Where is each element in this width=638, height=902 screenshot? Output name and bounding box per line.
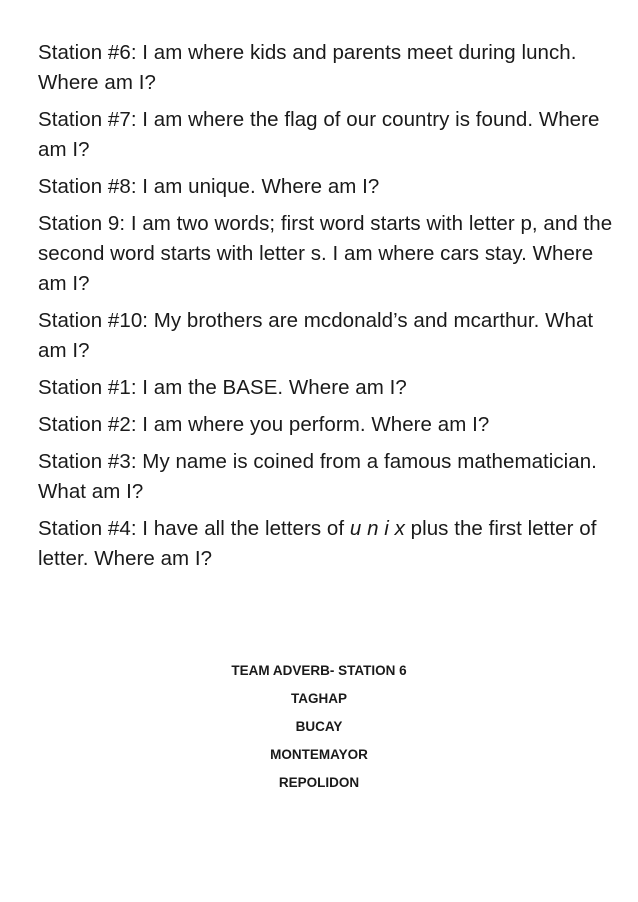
riddle-station-9: Station 9: I am two words; first word starts with letter p, and the second word starts with letter s. I am where cars stay. Where am I? bbox=[38, 212, 613, 295]
riddle-station-2: Station #2: I am where you perform. Where am I? bbox=[38, 413, 490, 436]
riddle-station-4 bbox=[38, 514, 618, 574]
team-member: TAGHAP bbox=[291, 691, 347, 706]
riddle-station-4-end: plus the first letter of letter. Where am I? bbox=[38, 517, 597, 570]
team-block bbox=[0, 662, 638, 802]
riddle-station-8: Station #8: I am unique. Where am I? bbox=[38, 175, 380, 198]
riddle-station-10: Station #10: My brothers are mcdonald’s and mcarthur. What am I? bbox=[38, 309, 594, 362]
riddle-station-7: Station #7: I am where the flag of our country is found. Where am I? bbox=[38, 108, 600, 161]
team-member: MONTEMAYOR bbox=[270, 747, 368, 762]
riddle-station-4-italic: u n i x bbox=[349, 517, 405, 540]
team-member: REPOLIDON bbox=[278, 775, 360, 790]
riddle-list bbox=[38, 38, 618, 581]
riddle-station-4-start: Station #4: I have all the letters of bbox=[38, 517, 350, 540]
team-member: BUCAY bbox=[295, 719, 343, 734]
riddle-station-6: Station #6: I am where kids and parents meet during lunch. Where am I? bbox=[38, 41, 577, 94]
riddle-station-1: Station #1: I am the BASE. Where am I? bbox=[38, 376, 407, 399]
riddle-station-3: Station #3: My name is coined from a famous mathematician. What am I? bbox=[38, 450, 597, 503]
team-heading: TEAM ADVERB- STATION 6 bbox=[231, 663, 407, 678]
